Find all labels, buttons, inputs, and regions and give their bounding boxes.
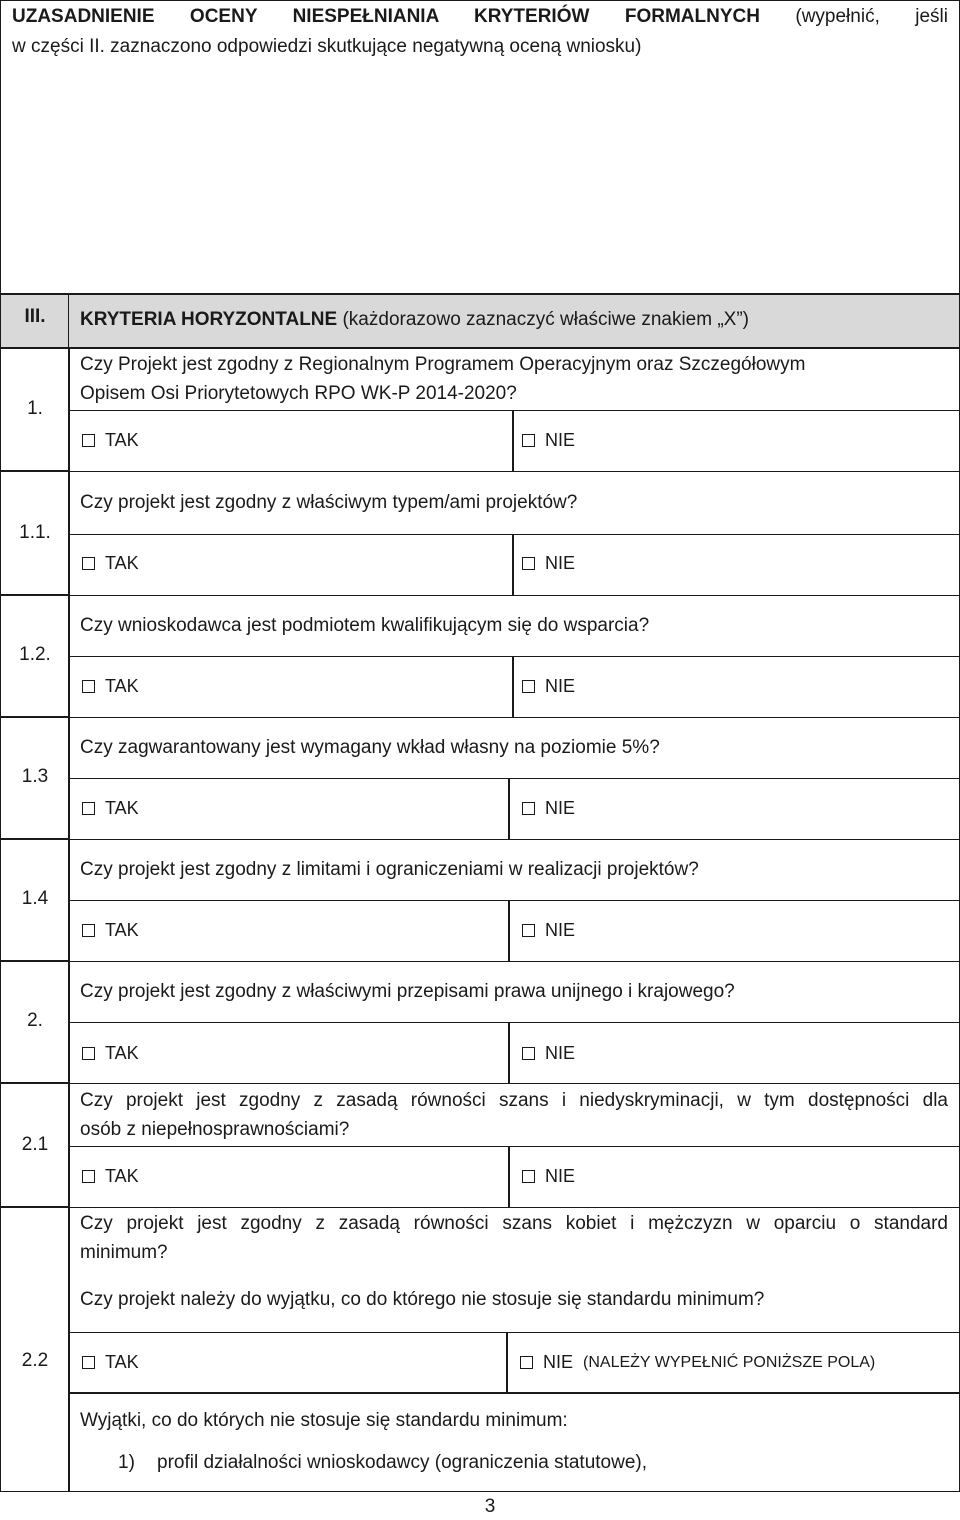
row-number: 1.4	[21, 888, 49, 909]
section-number: III.	[24, 306, 46, 327]
checkbox-square-icon	[522, 434, 535, 447]
checkbox-square-icon	[82, 802, 95, 815]
row-number: 1.2.	[19, 644, 51, 665]
exception-item-marker: 1)	[118, 1452, 135, 1473]
row-number: 2.2	[21, 1350, 49, 1371]
question-text: Opisem Osi Priorytetowych RPO WK-P 2014-2020?	[80, 383, 517, 404]
question-text: Czy projekt jest zgodny z właściwym typem/ami projektów?	[80, 492, 578, 513]
checkbox-square-icon	[82, 1170, 95, 1183]
page-number: 3	[484, 1496, 496, 1517]
exception-item-text: profil działalności wnioskodawcy (ograniczenia statutowe),	[157, 1452, 648, 1473]
yes-checkbox[interactable]: TAK	[82, 798, 139, 819]
checkbox-square-icon	[522, 1047, 535, 1060]
checkbox-square-icon	[82, 924, 95, 937]
yes-checkbox[interactable]: TAK	[82, 676, 139, 697]
row-number: 1.3	[21, 766, 49, 787]
question-text: Czy zagwarantowany jest wymagany wkład własny na poziomie 5%?	[80, 737, 660, 758]
checkbox-square-icon	[522, 680, 535, 693]
question-text: minimum?	[80, 1242, 168, 1263]
yes-checkbox[interactable]: TAK	[82, 553, 139, 574]
yes-checkbox[interactable]: TAK	[82, 1166, 139, 1187]
no-checkbox[interactable]: NIE	[522, 798, 575, 819]
checkbox-square-icon	[520, 1356, 533, 1369]
yes-checkbox[interactable]: TAK	[82, 1043, 139, 1064]
question-text: Czy projekt jest zgodny z limitami i ograniczeniami w realizacji projektów?	[80, 859, 699, 880]
yes-checkbox[interactable]: TAK	[82, 920, 139, 941]
row-number: 2.	[27, 1010, 43, 1031]
question-text: Czy projekt należy do wyjątku, co do którego nie stosuje się standardu minimum?	[80, 1289, 765, 1310]
yes-checkbox[interactable]: TAK	[82, 1352, 139, 1373]
checkbox-square-icon	[82, 434, 95, 447]
no-checkbox[interactable]: NIE	[522, 920, 575, 941]
no-checkbox[interactable]: NIE	[522, 1043, 575, 1064]
checkbox-square-icon	[82, 1047, 95, 1060]
section-title: KRYTERIA HORYZONTALNE (każdorazowo zaznaczyć właściwe znakiem „X”)	[80, 309, 749, 330]
question-text: Czy projekt jest zgodny z właściwymi przepisami prawa unijnego i krajowego?	[80, 981, 735, 1002]
no-checkbox[interactable]: NIE	[522, 676, 575, 697]
checkbox-square-icon	[522, 557, 535, 570]
checkbox-square-icon	[82, 680, 95, 693]
row-number: 2.1	[21, 1134, 49, 1155]
no-checkbox[interactable]: NIE	[522, 553, 575, 574]
checkbox-square-icon	[522, 924, 535, 937]
checkbox-square-icon	[522, 1170, 535, 1183]
row-number: 1.1.	[19, 522, 51, 543]
no-checkbox[interactable]: NIE	[522, 430, 575, 451]
no-checkbox[interactable]: NIE (NALEŻY WYPEŁNIĆ PONIŻSZE POLA)	[520, 1352, 875, 1373]
exceptions-title: Wyjątki, co do których nie stosuje się standardu minimum:	[80, 1410, 568, 1431]
yes-checkbox[interactable]: TAK	[82, 430, 139, 451]
checkbox-square-icon	[82, 557, 95, 570]
justification-title: UZASADNIENIE OCENY NIESPEŁNIANIA KRYTERIÓW FORMALNYCH (wypełnić, jeśli	[12, 6, 948, 27]
justification-title-line2: w części II. zaznaczono odpowiedzi skutkujące negatywną oceną wniosku)	[12, 36, 642, 57]
row-number: 1.	[27, 398, 43, 419]
question-text: osób z niepełnosprawnościami?	[80, 1119, 350, 1140]
checkbox-square-icon	[82, 1356, 95, 1369]
question-text: Czy projekt jest zgodny z zasadą równości szans i niedyskryminacji, w tym dostępności dla	[80, 1090, 948, 1111]
question-text: Czy wnioskodawca jest podmiotem kwalifikującym się do wsparcia?	[80, 615, 650, 636]
question-text: Czy projekt jest zgodny z zasadą równości szans kobiet i mężczyzn w oparciu o standard	[80, 1213, 948, 1234]
no-checkbox[interactable]: NIE	[522, 1166, 575, 1187]
question-text: Czy Projekt jest zgodny z Regionalnym Programem Operacyjnym oraz Szczegółowym	[80, 354, 806, 375]
no-extra-note: (NALEŻY WYPEŁNIĆ PONIŻSZE POLA)	[583, 1353, 876, 1371]
checkbox-square-icon	[522, 802, 535, 815]
